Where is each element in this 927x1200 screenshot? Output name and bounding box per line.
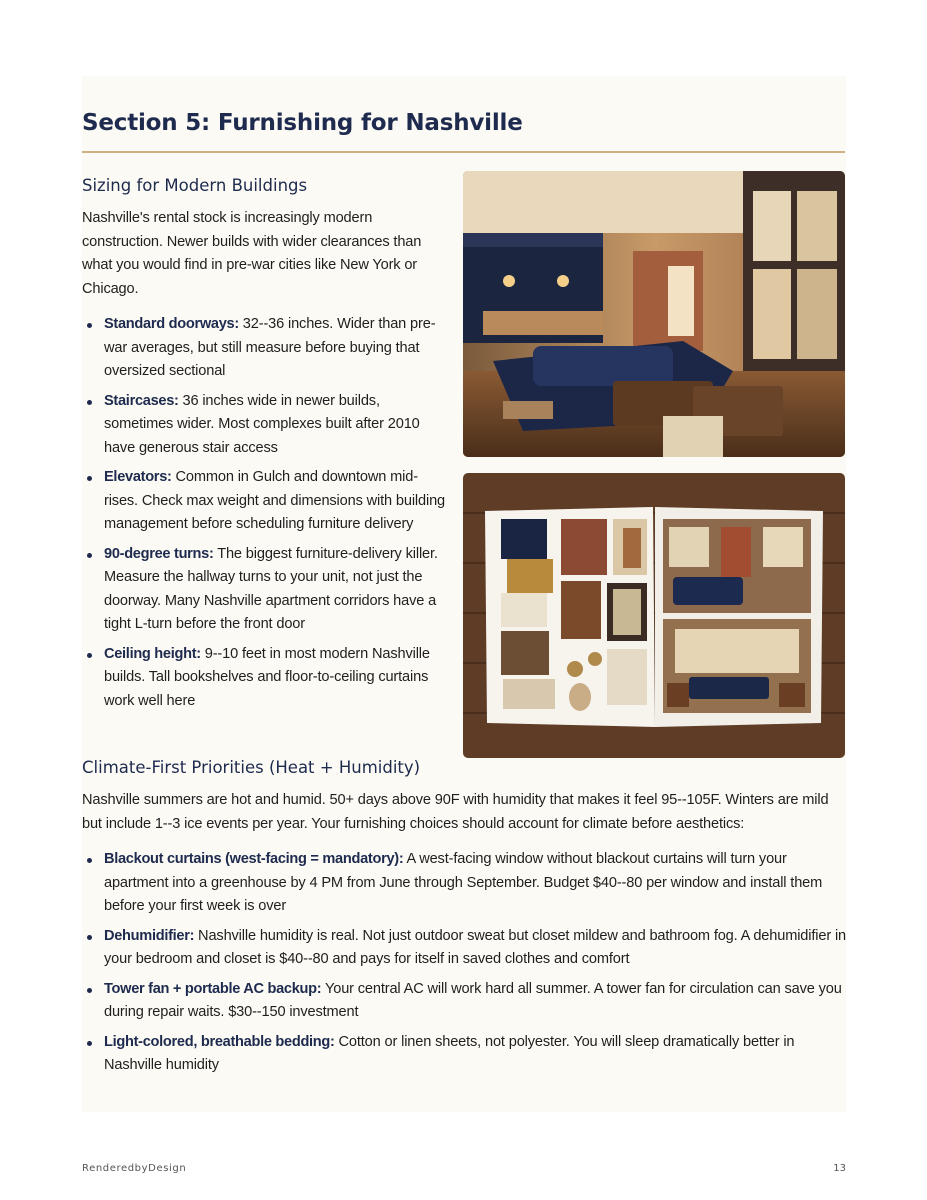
climate-bullet-list <box>82 848 846 1084</box>
page-title: Section 5: Furnishing for Nashville <box>82 110 523 136</box>
bullet-text: A west-facing window without blackout curtains will turn your apartment into a greenhouse by 4 PM from June through September. Budget $40--80 per window and install them before your first week is over <box>104 851 823 914</box>
sizing-intro: Nashville's rental stock is increasingly modern construction. Newer builds with wider clearances than what you would find in pre-war cities like New York or Chicago. <box>82 210 422 297</box>
bullet-label: Tower fan + portable AC backup: <box>104 980 322 997</box>
list-item <box>82 390 447 461</box>
list-item <box>82 313 447 384</box>
bullet-text: The biggest furniture-delivery killer. Measure the hallway turns to your unit, not just the doorway. Many Nashville apartment corridors have a tight L-turn before the front door <box>104 545 438 632</box>
sizing-bullet-list <box>82 313 447 719</box>
list-item <box>82 978 846 1025</box>
bullet-label: Blackout curtains (west-facing = mandatory): <box>104 851 404 867</box>
list-item <box>82 1031 846 1078</box>
footer-brand: RenderedbyDesign <box>82 1163 187 1174</box>
bullet-label: Ceiling height: <box>104 645 201 662</box>
bullet-label: Standard doorways: <box>104 316 239 332</box>
list-item <box>82 543 447 637</box>
bullet-text: 9--10 feet in most modern Nashville builds. Tall bookshelves and floor-to-ceiling curtains work well here <box>104 645 430 709</box>
list-item <box>82 848 846 919</box>
sizing-heading: Sizing for Modern Buildings <box>82 176 308 195</box>
bullet-label: 90-degree turns: <box>104 545 214 562</box>
bullet-text: Nashville humidity is real. Not just outdoor sweat but closet mildew and bathroom fog. A dehumidifier in your bedroom and closet is $40--80 and pays for itself in saved clothes and comfort <box>104 927 846 967</box>
bullet-label: Light-colored, breathable bedding: <box>104 1033 335 1050</box>
list-item <box>82 643 447 714</box>
list-item <box>82 466 447 537</box>
living-room-photo <box>463 171 845 457</box>
bullet-text: Cotton or linen sheets, not polyester. You will sleep dramatically better in Nashville humidity <box>104 1033 795 1073</box>
bullet-text: 36 inches wide in newer builds, sometimes wider. Most complexes built after 2010 have generous stair access <box>104 392 420 456</box>
mood-board-photo <box>463 473 845 758</box>
climate-intro: Nashville summers are hot and humid. 50+ days above 90F with humidity that makes it feel 95--105F. Winters are mild but include 1--3 ice events per year. Your furnishing choices should account for climate before aesthetics: <box>82 792 829 832</box>
list-item <box>82 925 846 972</box>
bullet-label: Elevators: <box>104 469 172 485</box>
title-divider <box>82 151 845 153</box>
bullet-label: Staircases: <box>104 392 179 409</box>
climate-heading: Climate-First Priorities (Heat + Humidity) <box>82 758 421 777</box>
bullet-label: Dehumidifier: <box>104 927 195 944</box>
bullet-text: Common in Gulch and downtown mid-rises. Check max weight and dimensions with building management before scheduling furniture delivery <box>104 469 445 532</box>
bullet-text: 32--36 inches. Wider than pre-war averages, but still measure before buying that oversized sectional <box>104 316 436 379</box>
bullet-text: Your central AC will work hard all summer. A tower fan for circulation can save you during repair waits. $30--150 investment <box>104 980 842 1020</box>
page-number: 13 <box>833 1163 846 1174</box>
